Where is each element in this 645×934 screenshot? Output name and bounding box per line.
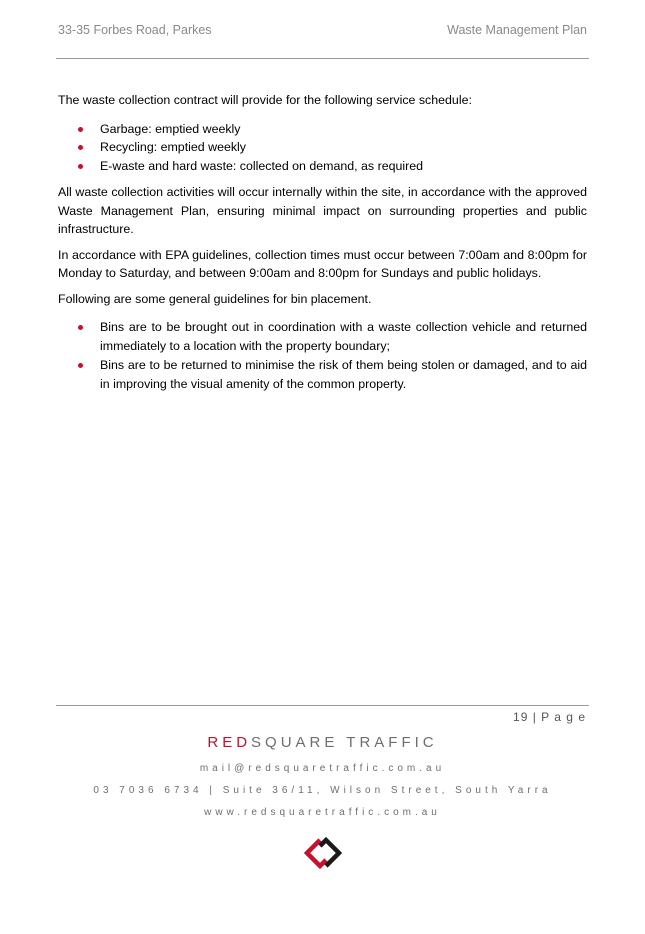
list-item bbox=[58, 120, 587, 139]
bin-placement-intro: Following are some general guidelines for bin placement. bbox=[58, 291, 372, 306]
collection-activities-paragraph: All waste collection activities will occur internally within the site, in accordance with the approved Waste Management Plan, ensuring minimal impact on surrounding properties and public infrastructure. bbox=[58, 185, 587, 236]
contact-email: mail@redsquaretraffic.com.au bbox=[199, 763, 446, 774]
list-item bbox=[58, 138, 587, 157]
list-item-text: Recycling: emptied weekly bbox=[100, 140, 246, 154]
bin-guidelines-list bbox=[58, 318, 587, 393]
bullet-icon bbox=[78, 363, 83, 368]
list-item bbox=[58, 157, 587, 176]
list-item bbox=[58, 318, 587, 355]
bullet-icon bbox=[78, 164, 83, 169]
intro-paragraph: The waste collection contract will provide for the following service schedule: bbox=[58, 93, 472, 107]
header-document-title: Waste Management Plan bbox=[447, 23, 587, 37]
service-schedule-list bbox=[58, 120, 587, 176]
bullet-icon bbox=[78, 127, 83, 132]
footer-divider bbox=[56, 705, 589, 706]
company-brand bbox=[0, 734, 645, 751]
contact-website: www.redsquaretraffic.com.au bbox=[204, 807, 441, 818]
header-address: 33-35 Forbes Road, Parkes bbox=[58, 23, 212, 37]
collection-times-paragraph: In accordance with EPA guidelines, collection times must occur between 7:00am and 8:00pm for Monday to Saturday, and between 9:00am and 8:00pm for Sundays and public holidays. bbox=[58, 247, 587, 280]
list-item bbox=[58, 356, 587, 393]
header-divider bbox=[56, 58, 589, 59]
list-item-text: Bins are to be brought out in coordination with a waste collection vehicle and returned immediately to a location with the property boundary; bbox=[100, 320, 587, 353]
bullet-icon bbox=[78, 325, 83, 330]
contact-phone-address: 03 7036 6734 | Suite 36/11, Wilson Street, South Yarra bbox=[93, 785, 552, 796]
brand-red-part: RED bbox=[207, 734, 252, 751]
list-item-text: Garbage: emptied weekly bbox=[100, 121, 241, 136]
redsquare-logo-icon bbox=[299, 834, 347, 872]
page-content bbox=[58, 91, 587, 400]
page-number: 19 | P a g e bbox=[513, 710, 586, 724]
list-item-text: E-waste and hard waste: collected on demand, as required bbox=[100, 158, 424, 173]
bullet-icon bbox=[78, 145, 83, 150]
list-item-text: Bins are to be returned to minimise the risk of them being stolen or damaged, and to aid in improving the visual amenity of the common property. bbox=[100, 358, 587, 391]
brand-rest-part: SQUARE TRAFFIC bbox=[251, 734, 438, 751]
